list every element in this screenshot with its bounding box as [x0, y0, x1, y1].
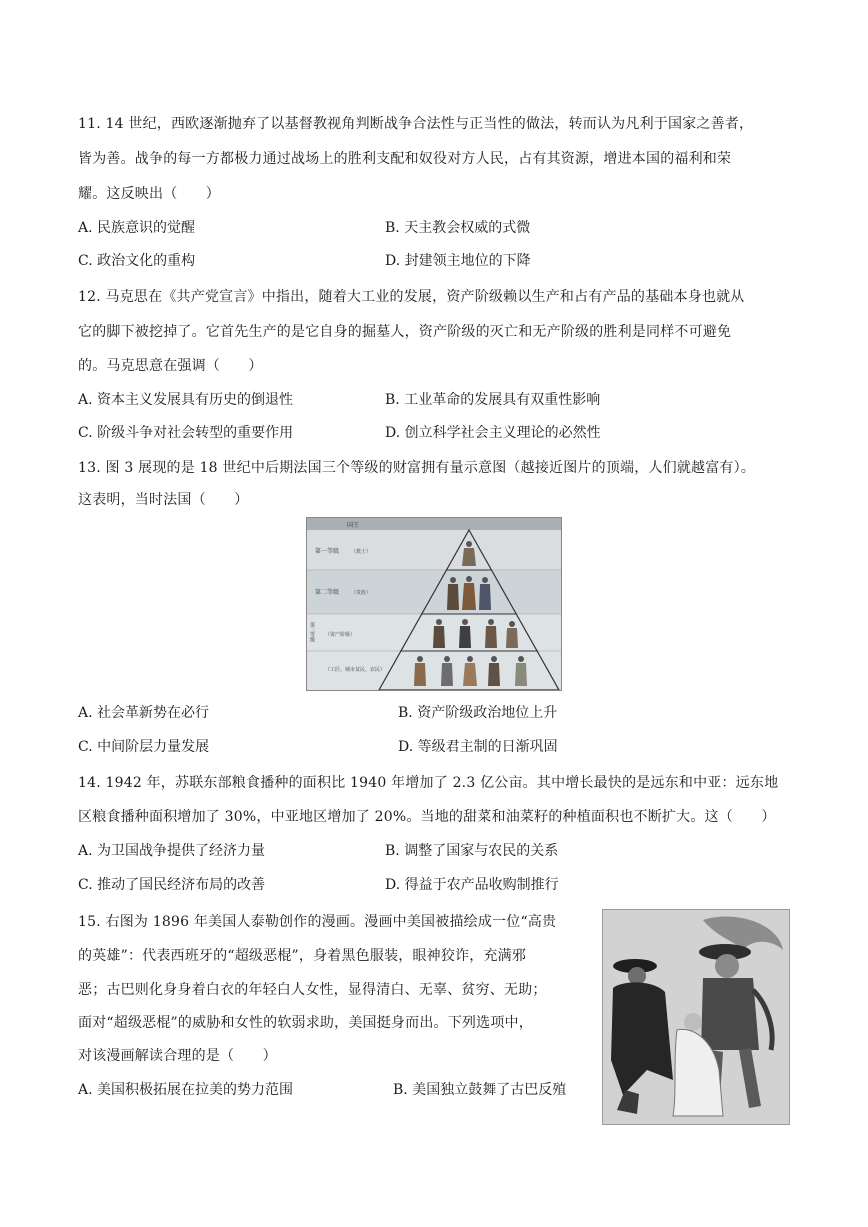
q11-stem-line-3: 耀。这反映出（ ）: [78, 186, 220, 202]
q13-option-d[interactable]: D. 等级君主制的日渐巩固: [398, 739, 558, 755]
nobility-figures: [447, 576, 491, 610]
q14-option-c[interactable]: C. 推动了国民经济布局的改善: [78, 877, 266, 893]
q11-option-d[interactable]: D. 封建领主地位的下降: [385, 253, 531, 269]
q13-stem-line-1: 13. 图 3 展现的是 18 世纪中后期法国三个等级的财富拥有量示意图（越接近图片的顶端，人们就越富有）。: [78, 460, 756, 476]
q15-option-b[interactable]: B. 美国独立鼓舞了古巴反殖: [393, 1082, 567, 1098]
q11-option-c[interactable]: C. 政治文化的重构: [78, 253, 196, 269]
q15-stem-line-1: 15. 右图为 1896 年美国人泰勒创作的漫画。漫画中美国被描绘成一位“高贵: [78, 914, 557, 930]
q12-stem-line-3: 的。马克思意在强调（ ）: [78, 358, 263, 374]
q15-stem-line-2: 的英雄”：代表西班牙的“超级恶棍”，身着黑色服装，眼神狡诈，充满邪: [78, 948, 527, 964]
q11-stem-line-1: 11. 14 世纪，西欧逐渐抛弃了以基督教视角判断战争合法性与正当性的做法，转而认为凡利于国家之善者，: [78, 116, 754, 132]
tier3-commoners: （工匠、城市贫民、农民）: [325, 667, 386, 673]
q14-stem-line-2: 区粮食播种面积增加了 30%，中亚地区增加了 20%。当地的甜菜和油菜籽的种植面积也不断扩大。这（ ）: [78, 809, 776, 825]
q11-option-a[interactable]: A. 民族意识的觉醒: [78, 220, 196, 236]
tier2-note: （贵族）: [351, 590, 372, 596]
q13-option-a[interactable]: A. 社会革新势在必行: [78, 705, 210, 721]
q12-stem-line-1: 12. 马克思在《共产党宣言》中指出，随着大工业的发展，资产阶级赖以生产和占有产品的基础本身也就从: [78, 289, 745, 305]
tier2-label: 第二等级: [315, 589, 340, 596]
q12-option-c[interactable]: C. 阶级斗争对社会转型的重要作用: [78, 425, 294, 441]
tier3-label: 第三等级: [309, 622, 315, 642]
q15-stem-line-4: 面对“超级恶棍”的威胁和女性的软弱求助，美国挺身而出。下列选项中，: [78, 1015, 533, 1031]
q14-option-b[interactable]: B. 调整了国家与农民的关系: [385, 843, 559, 859]
q15-stem-line-5: 对该漫画解读合理的是（ ）: [78, 1048, 277, 1064]
q12-option-a[interactable]: A. 资本主义发展具有历史的倒退性: [78, 392, 294, 408]
estates-pyramid-figure: [306, 517, 562, 691]
q14-option-a[interactable]: A. 为卫国战争提供了经济力量: [78, 843, 266, 859]
q11-option-b[interactable]: B. 天主教会权威的式微: [385, 220, 531, 236]
q13-option-c[interactable]: C. 中间阶层力量发展: [78, 739, 210, 755]
q12-option-b[interactable]: B. 工业革命的发展具有双重性影响: [385, 392, 601, 408]
figure-header-label: 国王: [347, 522, 360, 529]
tier1-note: （教士）: [351, 549, 372, 555]
q12-stem-line-2: 它的脚下被挖掉了。它首先生产的是它自身的掘墓人，资产阶级的灭亡和无产阶级的胜利是同样不可避免: [78, 324, 732, 340]
cartoon-image: [602, 909, 790, 1125]
q14-stem-line-1: 14. 1942 年，苏联东部粮食播种的面积比 1940 年增加了 2.3 亿公亩。其中增长最快的是远东和中亚：远东地: [78, 775, 779, 791]
q14-option-d[interactable]: D. 得益于农产品收购制推行: [385, 877, 559, 893]
q15-option-a[interactable]: A. 美国积极拓展在拉美的势力范围: [78, 1082, 294, 1098]
q15-stem-line-3: 恶；古巴则化身身着白衣的年轻白人女性，显得清白、无辜、贫穷、无助；: [78, 982, 547, 998]
q13-option-b[interactable]: B. 资产阶级政治地位上升: [398, 705, 558, 721]
tier1-label: 第一等级: [315, 548, 340, 555]
tier3-bourgeoisie: （资产阶级）: [325, 632, 356, 638]
q13-stem-line-2: 这表明，当时法国（ ）: [78, 492, 249, 508]
q11-stem-line-2: 皆为善。战争的每一方都极力通过战场上的胜利支配和奴役对方人民，占有其资源，增进本国的福利和荣: [78, 151, 732, 167]
q12-option-d[interactable]: D. 创立科学社会主义理论的必然性: [385, 425, 601, 441]
